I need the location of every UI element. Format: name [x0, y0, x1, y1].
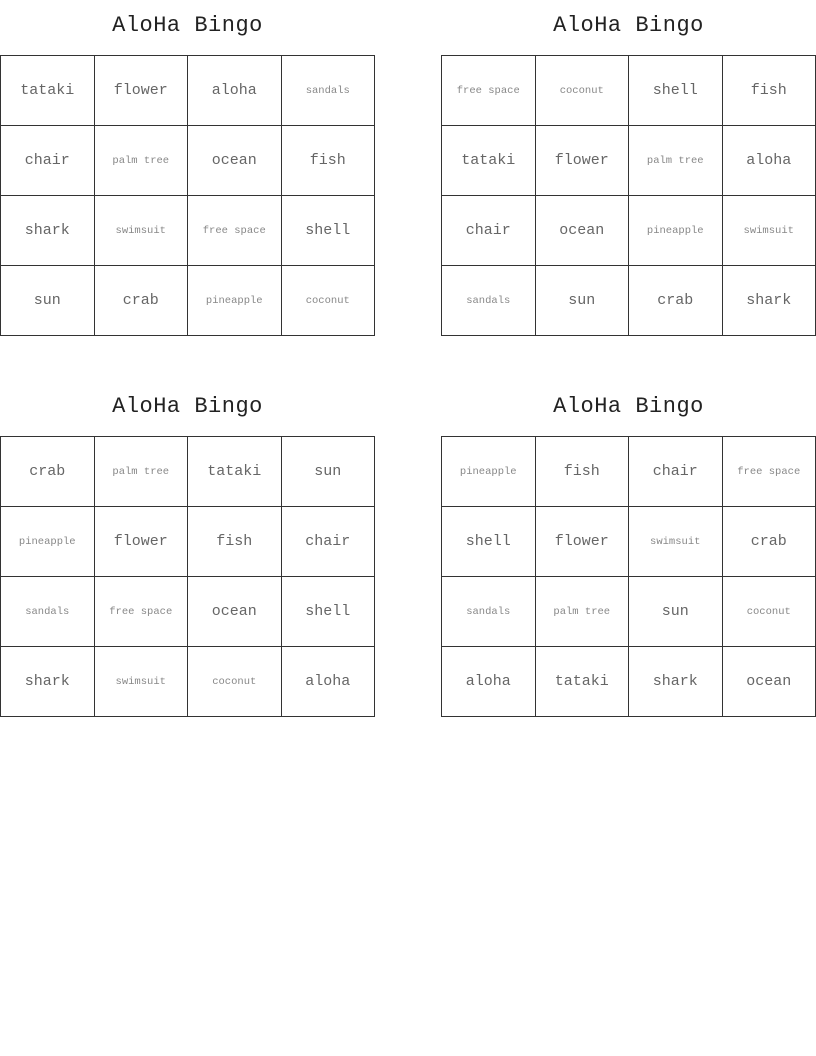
- bingo-cell: crab: [629, 266, 723, 336]
- bingo-cell: sandals: [442, 577, 536, 647]
- bingo-cell: aloha: [188, 56, 282, 126]
- bingo-cell: sun: [1, 266, 95, 336]
- bingo-cell: flower: [95, 507, 189, 577]
- bingo-cell: ocean: [723, 647, 816, 717]
- bingo-cell: fish: [188, 507, 282, 577]
- bingo-grid: [0, 436, 375, 717]
- bingo-cell: aloha: [282, 647, 376, 717]
- bingo-cell: coconut: [536, 56, 630, 126]
- bingo-cell: free space: [723, 437, 816, 507]
- card-title: AloHa Bingo: [553, 394, 704, 419]
- bingo-cell: palm tree: [536, 577, 630, 647]
- bingo-cell: swimsuit: [95, 647, 189, 717]
- bingo-cell: pineapple: [1, 507, 95, 577]
- bingo-cell: flower: [95, 56, 189, 126]
- bingo-card-1: [0, 11, 375, 309]
- bingo-cell: crab: [1, 437, 95, 507]
- bingo-cell: free space: [188, 196, 282, 266]
- card-title: AloHa Bingo: [112, 13, 263, 38]
- bingo-cell: coconut: [723, 577, 816, 647]
- bingo-cell: fish: [536, 437, 630, 507]
- bingo-cell: tataki: [1, 56, 95, 126]
- bingo-cell: crab: [723, 507, 816, 577]
- bingo-cell: coconut: [282, 266, 376, 336]
- bingo-cell: sandals: [1, 577, 95, 647]
- bingo-cell: shark: [629, 647, 723, 717]
- bingo-cell: sandals: [442, 266, 536, 336]
- bingo-cell: palm tree: [95, 437, 189, 507]
- bingo-cell: sun: [536, 266, 630, 336]
- bingo-cell: palm tree: [629, 126, 723, 196]
- bingo-cell: swimsuit: [723, 196, 816, 266]
- bingo-cell: shark: [1, 196, 95, 266]
- bingo-cell: tataki: [442, 126, 536, 196]
- bingo-cell: ocean: [536, 196, 630, 266]
- bingo-grid: [0, 55, 375, 336]
- bingo-cell: aloha: [723, 126, 816, 196]
- bingo-cell: flower: [536, 507, 630, 577]
- bingo-cell: palm tree: [95, 126, 189, 196]
- bingo-cell: sun: [629, 577, 723, 647]
- bingo-grid: [441, 55, 816, 336]
- bingo-cell: pineapple: [629, 196, 723, 266]
- bingo-cell: chair: [629, 437, 723, 507]
- bingo-cell: shell: [442, 507, 536, 577]
- bingo-cell: tataki: [536, 647, 630, 717]
- bingo-cell: shark: [723, 266, 816, 336]
- bingo-cell: chair: [1, 126, 95, 196]
- bingo-cell: shell: [629, 56, 723, 126]
- bingo-grid: [441, 436, 816, 717]
- bingo-cell: ocean: [188, 577, 282, 647]
- bingo-cell: shark: [1, 647, 95, 717]
- bingo-cell: chair: [442, 196, 536, 266]
- bingo-cell: shell: [282, 196, 376, 266]
- bingo-cell: sun: [282, 437, 376, 507]
- bingo-cell: tataki: [188, 437, 282, 507]
- card-title: AloHa Bingo: [112, 394, 263, 419]
- bingo-cell: fish: [723, 56, 816, 126]
- bingo-card-3: [0, 392, 375, 690]
- bingo-cell: aloha: [442, 647, 536, 717]
- bingo-cell: pineapple: [188, 266, 282, 336]
- bingo-cell: free space: [442, 56, 536, 126]
- bingo-cell: fish: [282, 126, 376, 196]
- bingo-cell: swimsuit: [95, 196, 189, 266]
- bingo-cell: pineapple: [442, 437, 536, 507]
- bingo-cell: swimsuit: [629, 507, 723, 577]
- bingo-cell: shell: [282, 577, 376, 647]
- bingo-cell: sandals: [282, 56, 376, 126]
- bingo-cell: chair: [282, 507, 376, 577]
- bingo-cell: crab: [95, 266, 189, 336]
- card-title: AloHa Bingo: [553, 13, 704, 38]
- bingo-cell: free space: [95, 577, 189, 647]
- bingo-cell: flower: [536, 126, 630, 196]
- bingo-cell: coconut: [188, 647, 282, 717]
- bingo-card-4: [441, 392, 816, 690]
- bingo-cell: ocean: [188, 126, 282, 196]
- bingo-card-2: [441, 11, 816, 309]
